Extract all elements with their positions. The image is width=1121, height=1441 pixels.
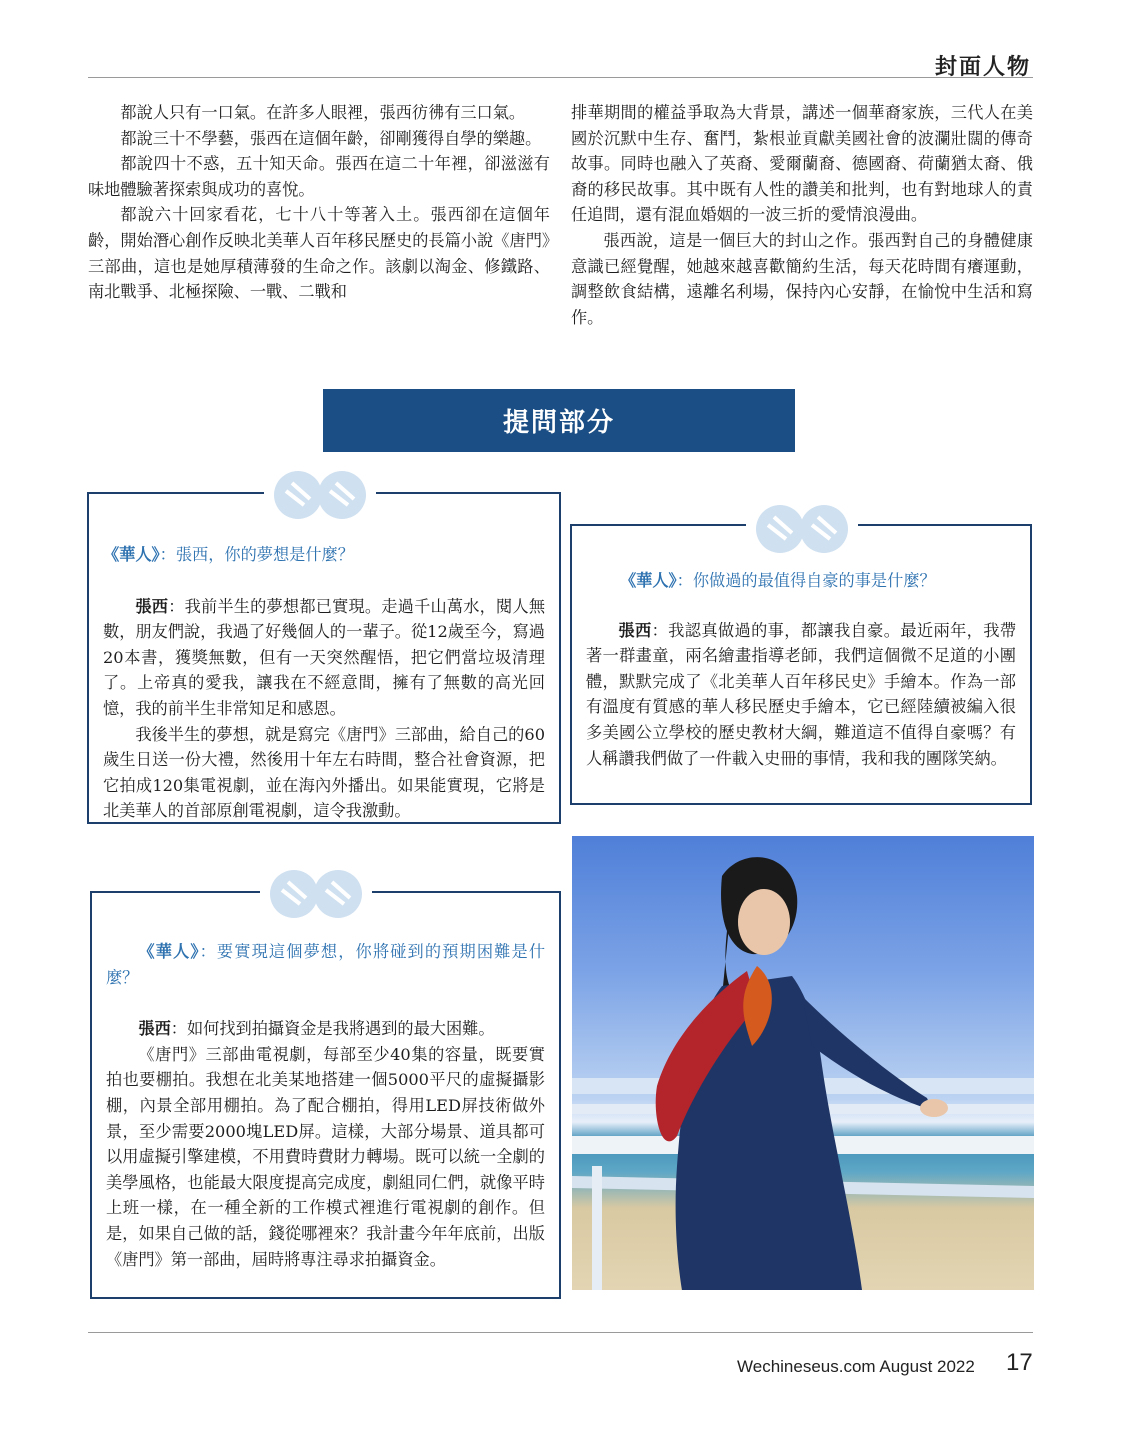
qa-question	[586, 568, 1016, 594]
qa-box-difficulty	[90, 891, 561, 1299]
footer-site-date: Wechineseus.com August 2022	[737, 1357, 975, 1376]
qa-answer	[106, 1016, 545, 1042]
qa-answer	[103, 594, 545, 722]
qa-box-proudest	[570, 524, 1032, 805]
qa-answer-paragraph: 我後半生的夢想，就是寫完《唐門》三部曲，給自己的60歲生日送一份大禮，然後用十年左右時間，整合社會資源，把它拍成120集電視劇，並在海內外播出。如果能實現，它將是北美華人的首部原創電視劇，這令我激動。	[103, 724, 545, 821]
speaker-name: 張西	[138, 1019, 171, 1039]
qa-section-banner: 提問部分	[323, 389, 795, 452]
intro-paragraph: 都說三十不學藝，張西在這個年齡，卻剛獲得自學的樂趣。	[120, 128, 542, 148]
magazine-name: 《華人》	[103, 545, 160, 564]
answer-text: ：如何找到拍攝資金是我將遇到的最大困難。	[170, 1019, 495, 1039]
intro-paragraph: 都說四十不惑，五十知天命。張西在這二十年裡，卻滋滋有味地體驗著探索與成功的喜悅。	[88, 154, 550, 199]
magazine-name: 《華人》	[620, 571, 677, 590]
header-divider	[88, 77, 1033, 78]
qa-question	[106, 939, 545, 990]
quote-icon	[260, 855, 372, 925]
quote-icon	[264, 456, 376, 526]
intro-paragraph: 都說六十回家看花，七十八十等著入土。張西卻在這個年齡，開始潛心創作反映北美華人百年移民歷史的長篇小說《唐門》三部曲，這也是她厚積薄發的生命之作。該劇以淘金、修鐵路、南北戰爭、北極探險、一戰、二戰和	[88, 205, 550, 302]
speaker-name: 張西	[618, 620, 652, 640]
answer-text: ：我前半生的夢想都已實現。走過千山萬水，閱人無數，朋友們說，我過了好幾個人的一輩子。從12歲至今，寫過20本書，獲獎無數，但有一天突然醒悟，把它們當垃圾清理了。上帝真的愛我，讓我在不經意間，擁有了無數的高光回憶，我的前半生非常知足和感恩。	[103, 596, 546, 718]
question-text: ：張西，你的夢想是什麼？	[159, 545, 354, 564]
magazine-name: 《華人》	[138, 942, 200, 961]
question-text: ：要實現這個夢想，你將碰到的預期困難是什麼？	[106, 942, 546, 987]
question-text: ：你做過的最值得自豪的事是什麼？	[676, 571, 936, 590]
intro-paragraph: 都說人只有一口氣。在許多人眼裡，張西彷彿有三口氣。	[120, 103, 526, 122]
quote-icon	[746, 490, 858, 560]
qa-answer-paragraph: 《唐門》三部曲電視劇，每部至少40集的容量，既要實拍也要棚拍。我想在北美某地搭建一個5000平尺的虛擬攝影棚，內景全部用棚拍。為了配合棚拍，得用LED屏技術做外景，至少需要2000塊LED屏。這樣，大部分場景、道具都可以用虛擬引擎建模，不用費時費財力轉場。既可以統一全劇的美學風格，也能最大限度提高完成度，劇組同仁們，就像平時上班一樣，在一種全新的工作模式裡進行電視劇的創作。但是，如果自己做的話，錢從哪裡來？我計畫今年年底前，出版《唐門》第一部曲，屆時將專注尋求拍攝資金。	[106, 1044, 545, 1269]
portrait-photo	[572, 836, 1034, 1290]
intro-left-column	[88, 100, 550, 305]
section-header-title: 封面人物	[934, 54, 1031, 80]
qa-answer	[586, 618, 1016, 772]
page-number: 17	[1006, 1349, 1033, 1376]
intro-paragraph: 張西說，這是一個巨大的封山之作。張西對自己的身體健康意識已經覺醒，她越來越喜歡簡約生活，每天花時間有癢運動，調整飲食結構，遠離名利場，保持內心安靜，在愉悅中生活和寫作。	[571, 230, 1033, 327]
speaker-name: 張西	[135, 596, 169, 616]
intro-right-column	[571, 100, 1033, 330]
answer-text: ：我認真做過的事，都讓我自豪。最近兩年，我帶著一群畫童，兩名繪畫指導老師，我們這個微不足道的小團體，默默完成了《北美華人百年移民史》手繪本。作為一部有溫度有質感的華人移民歷史手繪本，它已經陸續被編入很多美國公立學校的歷史教材大綱，難道這不值得自豪嗎？有人稱讚我們做了一件載入史冊的事情，我和我的團隊笑納。	[586, 620, 1017, 768]
footer-divider	[88, 1332, 1033, 1333]
qa-box-dream	[87, 492, 561, 824]
intro-paragraph-continuation: 排華期間的權益爭取為大背景，講述一個華裔家族，三代人在美國於沉默中生存、奮鬥，紮根並貢獻美國社會的波瀾壯闊的傳奇故事。同時也融入了英裔、愛爾蘭裔、德國裔、荷蘭猶太裔、俄裔的移民故事。其中既有人性的讚美和批判，也有對地球人的責任追問，還有混血婚姻的一波三折的愛情浪漫曲。	[571, 103, 1033, 225]
qa-question	[103, 542, 545, 568]
